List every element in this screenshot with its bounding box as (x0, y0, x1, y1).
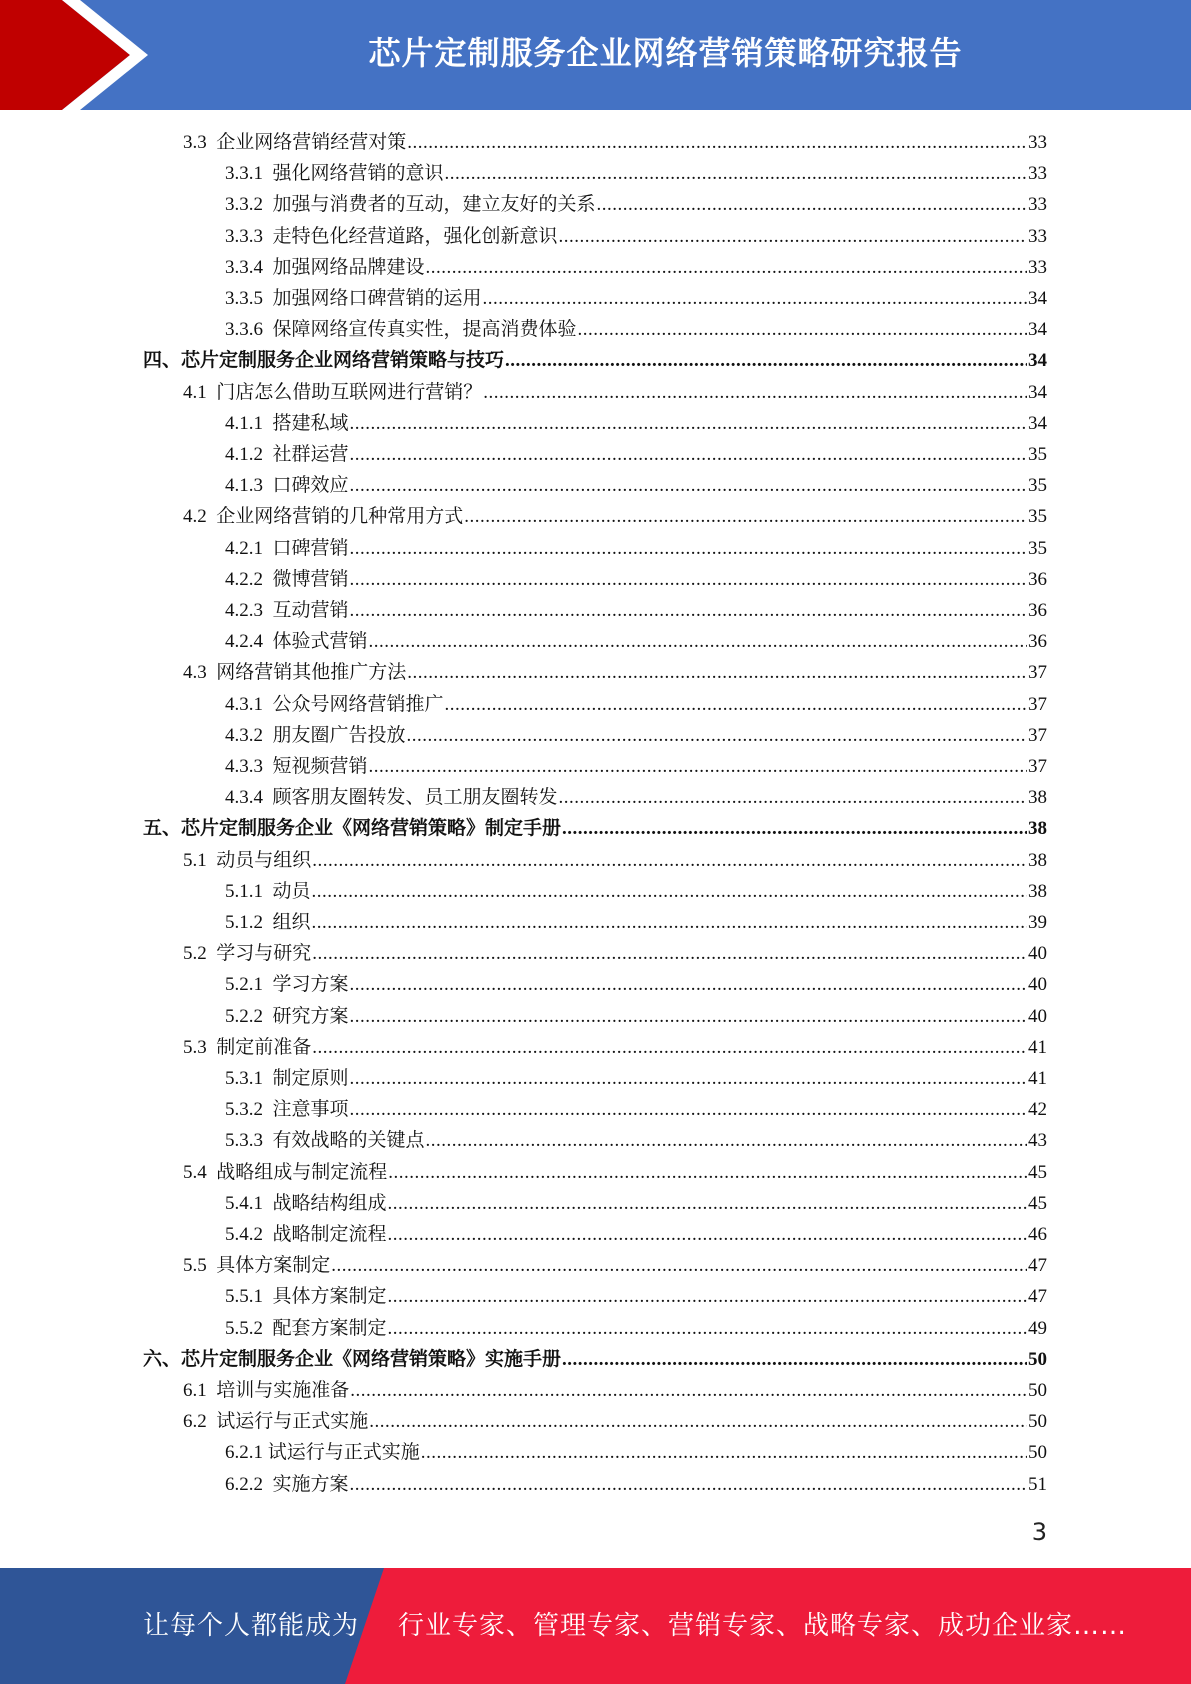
toc-entry-page: 33 (1028, 194, 1047, 216)
toc-entry[interactable] (183, 377, 1047, 408)
toc-entry-number: 5.2.1 (225, 974, 263, 996)
toc-entry[interactable] (225, 1437, 1047, 1468)
toc-entry[interactable] (225, 1001, 1047, 1032)
toc-entry-title: 强化网络营销的意识 (272, 163, 444, 185)
toc-entry-page: 35 (1028, 475, 1047, 497)
toc-entry[interactable] (183, 127, 1047, 158)
toc-entry[interactable] (225, 626, 1047, 657)
toc-dot-leader (559, 782, 1027, 813)
toc-dot-leader (350, 969, 1027, 1000)
toc-entry[interactable] (225, 408, 1047, 439)
toc-dot-leader (388, 1188, 1027, 1219)
toc-entry-title: 企业网络营销的几种常用方式 (216, 506, 464, 528)
toc-dot-leader (388, 1313, 1027, 1344)
toc-dot-leader (578, 314, 1027, 345)
toc-entry-page: 50 (1028, 1380, 1047, 1401)
toc-entry-page: 36 (1028, 600, 1047, 621)
toc-entry-number: 3.3.4 (225, 256, 263, 278)
toc-entry-number: 四、 (143, 350, 182, 372)
toc-entry-title: 培训与实施准备 (216, 1380, 350, 1401)
toc-entry[interactable] (225, 907, 1047, 938)
toc-entry-title: 保障网络宣传真实性，提高消费体验 (272, 319, 577, 341)
toc-dot-leader (445, 689, 1027, 720)
toc-entry-title: 配套方案制定 (272, 1317, 387, 1339)
toc-entry-title: 实施方案 (272, 1473, 349, 1495)
toc-dot-leader (426, 252, 1027, 283)
toc-entry-title: 试运行与正式实施 (267, 1442, 420, 1464)
toc-entry-page: 41 (1028, 1036, 1047, 1058)
toc-entry-title: 体验式营销 (272, 631, 368, 653)
toc-entry-title: 加强网络口碑营销的运用 (272, 288, 482, 309)
toc-dot-leader (350, 1063, 1027, 1094)
toc-entry-title: 走特色化经营道路，强化创新意识 (272, 225, 558, 247)
toc-entry-title: 制定原则 (272, 1068, 349, 1089)
toc-entry[interactable] (225, 782, 1047, 813)
toc-entry-page: 37 (1028, 662, 1047, 684)
toc-entry-title: 组织 (272, 912, 311, 933)
toc-entry[interactable] (225, 158, 1047, 189)
toc-entry[interactable] (225, 439, 1047, 470)
toc-entry-title: 口碑效应 (272, 475, 349, 497)
toc-entry-number: 3.3.6 (225, 319, 263, 341)
toc-dot-leader (407, 657, 1027, 688)
toc-dot-leader (350, 1375, 1027, 1406)
page-number: 3 (1031, 1518, 1047, 1546)
footer-slogan-right: 行业专家、管理专家、营销专家、战略专家、成功企业家…… (398, 1611, 1128, 1641)
toc-entry-page: 50 (1028, 1411, 1047, 1433)
toc-entry-number: 4.3.3 (225, 756, 263, 777)
toc-entry-number: 6.2.2 (225, 1473, 263, 1495)
toc-entry-page: 41 (1028, 1068, 1047, 1089)
toc-dot-leader (350, 564, 1027, 595)
toc-entry-page: 40 (1028, 943, 1047, 965)
toc-entry-number: 5.3.1 (225, 1068, 263, 1089)
toc-entry[interactable] (225, 564, 1047, 595)
toc-entry-title: 战略结构组成 (272, 1192, 387, 1214)
toc-dot-leader (350, 1469, 1027, 1500)
toc-entry[interactable] (183, 657, 1047, 688)
toc-dot-leader (388, 1281, 1027, 1312)
toc-entry-page: 36 (1028, 631, 1047, 653)
toc-entry-number: 5.3.3 (225, 1130, 263, 1152)
toc-dot-leader (369, 1406, 1027, 1437)
toc-entry[interactable] (183, 845, 1047, 876)
toc-entry-title: 试运行与正式实施 (216, 1411, 369, 1433)
toc-dot-leader (559, 221, 1027, 252)
toc-entry-page: 33 (1028, 132, 1047, 153)
toc-entry[interactable] (225, 314, 1047, 345)
toc-entry[interactable] (183, 1406, 1047, 1437)
toc-entry-number: 6.2.1 (225, 1442, 263, 1464)
toc-entry-number: 4.2.4 (225, 631, 263, 653)
toc-dot-leader (350, 470, 1027, 501)
toc-entry-title: 社群运营 (272, 444, 349, 465)
toc-entry[interactable] (225, 969, 1047, 1000)
toc-entry-number: 4.3.1 (225, 693, 263, 715)
toc-entry[interactable] (225, 1188, 1047, 1219)
toc-entry-number: 4.2.2 (225, 568, 263, 590)
toc-dot-leader (369, 626, 1027, 657)
toc-entry-title: 动员 (272, 880, 311, 902)
toc-entry-number: 5.1.1 (225, 880, 263, 902)
toc-entry-title: 芯片定制服务企业《网络营销策略》实施手册 (181, 1348, 562, 1370)
toc-entry-number: 5.1 (183, 849, 207, 871)
toc-entry-number: 4.2 (183, 506, 207, 528)
toc-entry-number: 4.1.2 (225, 444, 263, 465)
toc-entry-title: 芯片定制服务企业网络营销策略与技巧 (181, 350, 505, 372)
toc-entry[interactable] (225, 1219, 1047, 1250)
toc-entry-page: 37 (1028, 756, 1047, 777)
toc-entry-page: 34 (1028, 381, 1047, 403)
toc-dot-leader (350, 1094, 1027, 1125)
toc-entry-page: 38 (1028, 880, 1047, 902)
toc-entry-number: 3.3.1 (225, 163, 263, 185)
toc-entry[interactable] (143, 813, 1047, 844)
toc-entry[interactable] (183, 501, 1047, 532)
toc-entry-title: 芯片定制服务企业《网络营销策略》制定手册 (181, 818, 562, 840)
toc-dot-leader (597, 189, 1027, 220)
toc-entry-number: 4.1 (183, 381, 207, 403)
toc-entry-page: 50 (1028, 1348, 1047, 1370)
toc-entry-page: 40 (1028, 974, 1047, 996)
toc-entry-title: 互动营销 (272, 600, 349, 621)
toc-entry-number: 4.2.1 (225, 537, 263, 559)
toc-entry-page: 45 (1028, 1192, 1047, 1214)
toc-entry-page: 42 (1028, 1099, 1047, 1121)
toc-entry-number: 5.4.1 (225, 1192, 263, 1214)
toc-entry-title: 门店怎么借助互联网进行营销？ (216, 381, 483, 403)
toc-dot-leader (312, 907, 1027, 938)
toc-dot-leader (350, 533, 1027, 564)
header-banner (0, 0, 1191, 110)
toc-entry-number: 5.3 (183, 1036, 207, 1058)
toc-entry-page: 33 (1028, 256, 1047, 278)
toc-entry-title: 顾客朋友圈转发、员工朋友圈转发 (272, 787, 558, 809)
toc-entry[interactable] (225, 470, 1047, 501)
chevron-arrow-icon (0, 0, 160, 110)
toc-entry-page: 46 (1028, 1224, 1047, 1245)
toc-entry-title: 口碑营销 (272, 537, 349, 559)
toc-dot-leader (388, 1219, 1027, 1250)
toc-entry-page: 38 (1028, 818, 1047, 840)
toc-entry-page: 50 (1028, 1442, 1047, 1464)
toc-entry-number: 5.2 (183, 943, 207, 965)
toc-entry-number: 3.3.2 (225, 194, 263, 216)
toc-entry-number: 6.2 (183, 1411, 207, 1433)
toc-entry[interactable] (225, 1281, 1047, 1312)
toc-dot-leader (445, 158, 1027, 189)
toc-entry-page: 38 (1028, 849, 1047, 871)
toc-entry[interactable] (225, 221, 1047, 252)
toc-dot-leader (350, 1001, 1027, 1032)
toc-entry-page: 33 (1028, 163, 1047, 185)
toc-entry-page: 38 (1028, 787, 1047, 809)
toc-dot-leader (312, 938, 1027, 969)
toc-entry[interactable] (225, 283, 1047, 314)
toc-entry[interactable] (143, 1344, 1047, 1375)
toc-entry[interactable] (225, 252, 1047, 283)
toc-entry-number: 六、 (143, 1348, 182, 1370)
toc-entry-title: 动员与组织 (216, 849, 312, 871)
toc-dot-leader (562, 1344, 1027, 1375)
toc-entry-title: 注意事项 (272, 1099, 349, 1121)
toc-entry-page: 39 (1028, 912, 1047, 933)
toc-entry[interactable] (183, 1250, 1047, 1281)
toc-entry-number: 5.5 (183, 1255, 207, 1277)
toc-entry-title: 微博营销 (272, 568, 349, 590)
toc-entry-title: 战略组成与制定流程 (216, 1161, 388, 1183)
toc-dot-leader (421, 1437, 1027, 1468)
toc-dot-leader (350, 595, 1027, 626)
toc-entry[interactable] (225, 1094, 1047, 1125)
toc-dot-leader (407, 720, 1027, 751)
toc-entry-number: 4.1.3 (225, 475, 263, 497)
toc-entry-number: 3.3 (183, 132, 207, 153)
toc-entry[interactable] (225, 1313, 1047, 1344)
toc-entry[interactable] (183, 1375, 1047, 1406)
toc-entry-title: 加强与消费者的互动，建立友好的关系 (272, 194, 596, 216)
toc-entry-title: 有效战略的关键点 (272, 1130, 425, 1152)
toc-entry-page: 33 (1028, 225, 1047, 247)
toc-entry-page: 34 (1028, 350, 1047, 372)
toc-dot-leader (407, 127, 1027, 158)
toc-entry-number: 4.2.3 (225, 600, 263, 621)
toc-entry-title: 制定前准备 (216, 1036, 312, 1058)
toc-entry[interactable] (225, 1063, 1047, 1094)
toc-entry-title: 网络营销其他推广方法 (216, 662, 407, 684)
toc-entry-page: 35 (1028, 444, 1047, 465)
toc-entry-number: 5.2.2 (225, 1005, 263, 1027)
toc-dot-leader (483, 377, 1027, 408)
toc-dot-leader (312, 876, 1027, 907)
toc-entry-number: 3.3.3 (225, 225, 263, 247)
toc-dot-leader (369, 751, 1027, 782)
toc-entry-title: 战略制定流程 (272, 1224, 387, 1245)
toc-entry-number: 3.3.5 (225, 288, 263, 309)
toc-dot-leader (312, 1032, 1027, 1063)
toc-entry-page: 36 (1028, 568, 1047, 590)
toc-entry-number: 5.3.2 (225, 1099, 263, 1121)
footer-slogan-left: 让每个人都能成为 (143, 1611, 360, 1641)
toc-entry-page: 40 (1028, 1005, 1047, 1027)
toc-dot-leader (464, 501, 1027, 532)
toc-entry[interactable] (225, 189, 1047, 220)
toc-entry[interactable] (225, 751, 1047, 782)
toc-entry[interactable] (143, 345, 1047, 376)
toc-entry[interactable] (225, 1469, 1047, 1500)
toc-entry-number: 5.4.2 (225, 1224, 263, 1245)
toc-entry-page: 35 (1028, 537, 1047, 559)
toc-entry-page: 45 (1028, 1161, 1047, 1183)
toc-entry-page: 37 (1028, 693, 1047, 715)
toc-entry-page: 35 (1028, 506, 1047, 528)
toc-dot-leader (350, 439, 1027, 470)
toc-dot-leader (312, 845, 1027, 876)
toc-entry-title: 具体方案制定 (272, 1286, 387, 1308)
toc-entry[interactable] (225, 533, 1047, 564)
toc-entry-page: 47 (1028, 1255, 1047, 1277)
toc-entry-number: 4.1.1 (225, 412, 263, 434)
toc-entry-title: 研究方案 (272, 1005, 349, 1027)
toc-entry-number: 5.4 (183, 1161, 207, 1183)
toc-entry-number: 5.1.2 (225, 912, 263, 933)
footer-banner (0, 1568, 1191, 1684)
toc-entry-number: 4.3.2 (225, 724, 263, 746)
toc-dot-leader (562, 813, 1027, 844)
toc-entry-title: 公众号网络营销推广 (272, 693, 444, 715)
toc-dot-leader (331, 1250, 1027, 1281)
toc-entry-page: 51 (1028, 1473, 1047, 1495)
toc-dot-leader (350, 408, 1027, 439)
toc-dot-leader (426, 1125, 1027, 1156)
toc-entry-title: 学习方案 (272, 974, 349, 996)
toc-entry-number: 五、 (143, 818, 182, 840)
toc-entry-page: 34 (1028, 319, 1047, 341)
toc-entry[interactable] (225, 595, 1047, 626)
toc-entry-number: 4.3 (183, 662, 207, 684)
toc-entry[interactable] (183, 1157, 1047, 1188)
toc-entry[interactable] (183, 938, 1047, 969)
toc-dot-leader (483, 283, 1027, 314)
toc-dot-leader (388, 1157, 1027, 1188)
toc-entry[interactable] (225, 720, 1047, 751)
toc-entry-title: 搭建私域 (272, 412, 349, 434)
toc-entry-title: 学习与研究 (216, 943, 312, 965)
toc-entry-page: 47 (1028, 1286, 1047, 1308)
toc-entry-page: 34 (1028, 412, 1047, 434)
toc-entry-page: 49 (1028, 1317, 1047, 1339)
report-title: 芯片定制服务企业网络营销策略研究报告 (368, 34, 963, 72)
toc-entry-title: 朋友圈广告投放 (272, 724, 406, 746)
toc-entry-number: 4.3.4 (225, 787, 263, 809)
toc-entry[interactable] (225, 876, 1047, 907)
toc-entry-page: 43 (1028, 1130, 1047, 1152)
toc-entry[interactable] (225, 1125, 1047, 1156)
toc-entry-number: 5.5.1 (225, 1286, 263, 1308)
toc-entry-page: 34 (1028, 288, 1047, 309)
toc-entry-page: 37 (1028, 724, 1047, 746)
toc-entry[interactable] (183, 1032, 1047, 1063)
toc-entry-number: 6.1 (183, 1380, 207, 1401)
toc-dot-leader (505, 345, 1027, 376)
toc-entry-title: 具体方案制定 (216, 1255, 331, 1277)
toc-entry-title: 企业网络营销经营对策 (216, 132, 407, 153)
toc-entry-number: 5.5.2 (225, 1317, 263, 1339)
toc-entry[interactable] (225, 689, 1047, 720)
toc-entry-title: 短视频营销 (272, 756, 368, 777)
toc-entry-title: 加强网络品牌建设 (272, 256, 425, 278)
